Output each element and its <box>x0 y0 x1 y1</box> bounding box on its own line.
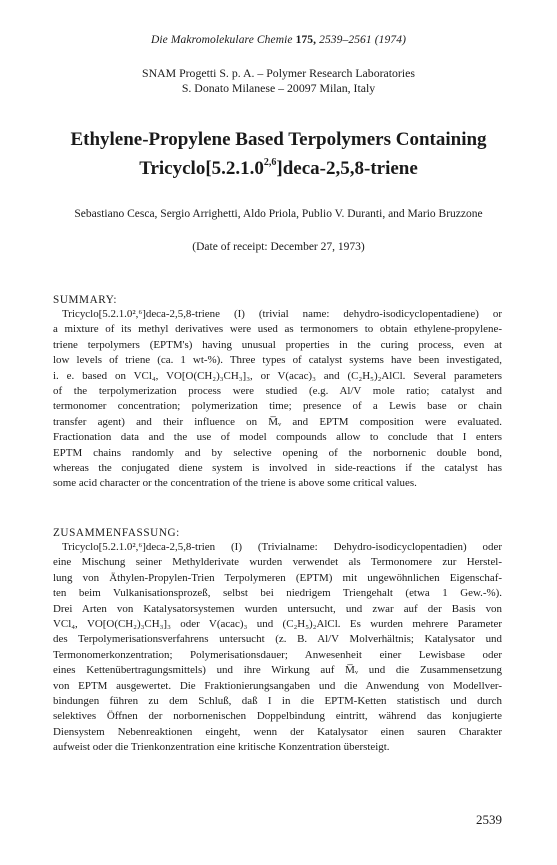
abstract-line: whereas the conjugated diene system is involved in side-reactions if the catalyst has <box>53 461 502 474</box>
title-suffix: ]deca-2,5,8-triene <box>276 158 418 179</box>
affiliation-line-1: SNAM Progetti S. p. A. – Polymer Research Laboratories <box>142 66 415 80</box>
abstract-line: of the terpolymerization process were studied (e.g. Al/V mole ratio; catalyst and <box>53 384 502 397</box>
summary-heading: SUMMARY: <box>53 294 118 306</box>
journal-name: Die Makromolekulare Chemie <box>150 34 293 46</box>
abstract-line: VCl₄, VO[O(CH₂)₃CH₃]₃ oder V(acac)₃ und (C₂H₅)₂AlCl. Es wurden mehrere Parameter <box>53 617 502 630</box>
abstract-line: Drei Arten von Katalysatorsystemen wurden untersucht, und zwar auf der Basis von <box>53 602 502 615</box>
summary-body <box>53 307 502 492</box>
abstract-line: low levels of triene (ca. 1 wt-%). Three types of catalyst systems have been investigated, <box>53 354 502 367</box>
journal-citation <box>0 34 557 46</box>
abstract-line: Diensystem Nebenreaktionen eingeht, wenn der Katalysator einen sauren Charakter <box>53 725 502 738</box>
abstract-line: transfer agent) and their influence on M̅ᵥ and EPTM composition were evaluated. <box>53 415 502 428</box>
journal-volume: 175, <box>295 34 317 46</box>
abstract-line: termonomer concentration; polymerization time; presence of a Lewis base or chain <box>53 400 502 413</box>
abstract-line: eine Mischung seiner Methylderivate wurden verwendet als Termonomere zur Herstel- <box>53 556 502 569</box>
zusammenfassung-body <box>53 540 502 755</box>
abstract-line: lung von Äthylen-Propylen-Trien Terpolymeren (EPTM) mit ungewöhnlichen Eigenschaf- <box>53 571 502 584</box>
abstract-line: von EPTM ausgewertet. Die Fraktionierungsangaben und die Anwendung von Modellver- <box>53 679 502 692</box>
abstract-line: ten beim Vulkanisationsprozeß, selbst bei niedrigem Triengehalt (etwa 1 Gew.-%). <box>53 587 502 600</box>
abstract-line: triene terpolymers (EPTM's) having unusual properties in the curing process, even at <box>53 338 502 351</box>
abstract-line: Termonomerkonzentration; Polymerisationsdauer; Anwesenheit einer Lewisbase oder <box>53 648 502 661</box>
abstract-line: Fractionation data and the use of model compounds allow to conclude that I enters <box>53 431 502 444</box>
abstract-line: bindungen führen zu dem Schluß, daß I in die EPTM-Ketten statistisch und durch <box>53 694 502 707</box>
abstract-line: EPTM chains randomly and by selective opening of the norbornenic double bond, <box>53 446 502 459</box>
abstract-line: selektives Öffnen der norbornenischen Doppelbindung eintritt, während das konjugierte <box>53 710 502 723</box>
paper-title-line-2 <box>0 152 557 180</box>
page-number: 2539 <box>476 812 502 827</box>
title-prefix: Tricyclo[5.2.1.0 <box>139 158 264 179</box>
abstract-line: des Terpolymerisationsverfahrens untersucht (z. B. Al/V Molverhältnis; Katalysator und <box>53 633 502 646</box>
abstract-line: a mixture of its methyl derivatives were used as termonomers to obtain ethylene-propylene- <box>53 323 502 336</box>
abstract-line: Tricyclo[5.2.1.0²,⁶]deca-2,5,8-trien (I) (Trivialname: Dehydro-isodicyclopentadien) oder <box>62 541 502 553</box>
abstract-line: some acid character or the concentration of the triene is above some critical values. <box>53 477 417 490</box>
abstract-line: eines Kettenübertragungsmittels) und ihre Wirkung auf M̅ᵥ und die Zusammensetzung <box>53 664 502 677</box>
paper-title-line-1: Ethylene-Propylene Based Terpolymers Containing <box>70 129 487 150</box>
abstract-line: Tricyclo[5.2.1.0²,⁶]deca-2,5,8-triene (I) (trivial name: dehydro-isodicyclopentadiene) or <box>62 308 502 320</box>
journal-pages-year: 2539–2561 (1974) <box>319 34 406 46</box>
date-of-receipt: (Date of receipt: December 27, 1973) <box>192 241 365 253</box>
title-superscript: 2,6 <box>263 157 277 168</box>
affiliation-line-2: S. Donato Milanese – 20097 Milan, Italy <box>181 81 376 95</box>
abstract-line: aufweist oder die Trienkonzentration eine kritische Konzentration übersteigt. <box>53 741 390 754</box>
abstract-line: i. e. based on VCl₄, VO[O(CH₂)₃CH₃]₃, or V(acac)₃ and (C₂H₅)₂AlCl. Several parameters <box>53 369 502 382</box>
zusammenfassung-heading: ZUSAMMENFASSUNG: <box>53 527 180 539</box>
author-list: Sebastiano Cesca, Sergio Arrighetti, Aldo Priola, Publio V. Duranti, and Mario Bruzzone <box>74 208 483 220</box>
